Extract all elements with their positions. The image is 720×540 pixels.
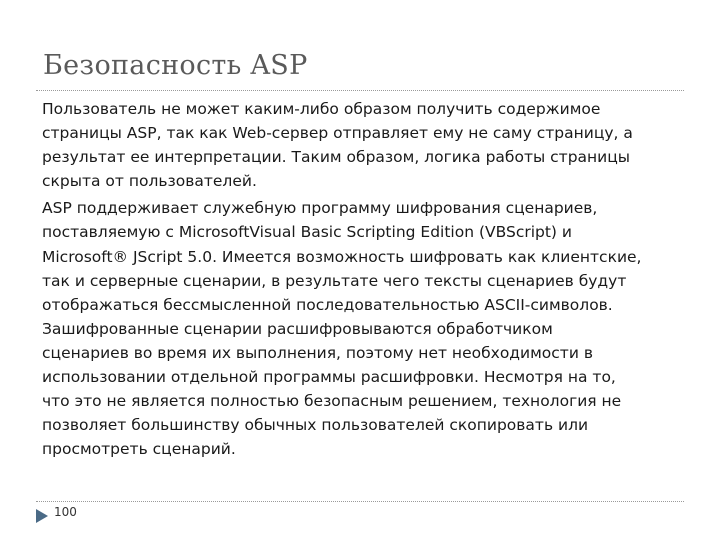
page-number: 100 [54, 505, 77, 519]
paragraph-2-line-10: позволяет большинству обычных пользователей скопировать или [42, 416, 589, 435]
paragraph-1-line-1: Пользователь не может каким-либо образом получить содержимое [42, 100, 601, 118]
paragraph-2-line-7: сценариев во время их выполнения, поэтому нет необходимости в [42, 343, 593, 362]
paragraph-2-line-11: просмотреть сценарий. [42, 440, 236, 459]
paragraph-2-line-2: поставляемую с MicrosoftVisual Basic Scripting Edition (VBScript) и [42, 223, 572, 242]
paragraph-1-line-4: скрыта от пользователей. [42, 172, 257, 191]
paragraph-2-line-5: отображаться бессмысленной последовательностью ASCII-символов. [42, 295, 613, 314]
footer-divider [36, 501, 684, 502]
paragraph-2-line-8: использовании отдельной программы расшифровки. Несмотря на то, [42, 368, 616, 387]
title-divider [36, 90, 684, 91]
paragraph-2-line-1: ASP поддерживает служебную программу шифрования сценариев, [42, 199, 598, 218]
paragraph-2-line-6: Зашифрованные сценарии расшифровываются обработчиком [42, 319, 553, 338]
paragraph-1 [42, 97, 692, 193]
paragraph-2-line-4: так и серверные сценарии, в результате чего тексты сценариев будут [42, 271, 627, 290]
paragraph-2 [42, 196, 692, 461]
triangle-right-icon [36, 509, 48, 523]
slide-title: Безопасность ASP [43, 50, 308, 81]
slide-body [42, 97, 692, 461]
paragraph-1-line-3: результат ее интерпретации. Таким образом, логика работы страницы [42, 148, 631, 167]
paragraph-2-line-9: что это не является полностью безопасным решением, технология не [42, 392, 622, 411]
paragraph-2-line-3: Microsoft® JScript 5.0. Имеется возможность шифровать как клиентские, [42, 247, 642, 266]
paragraph-1-line-2: страницы ASP, так как Web-сервер отправляет ему не саму страницу, а [42, 124, 633, 143]
